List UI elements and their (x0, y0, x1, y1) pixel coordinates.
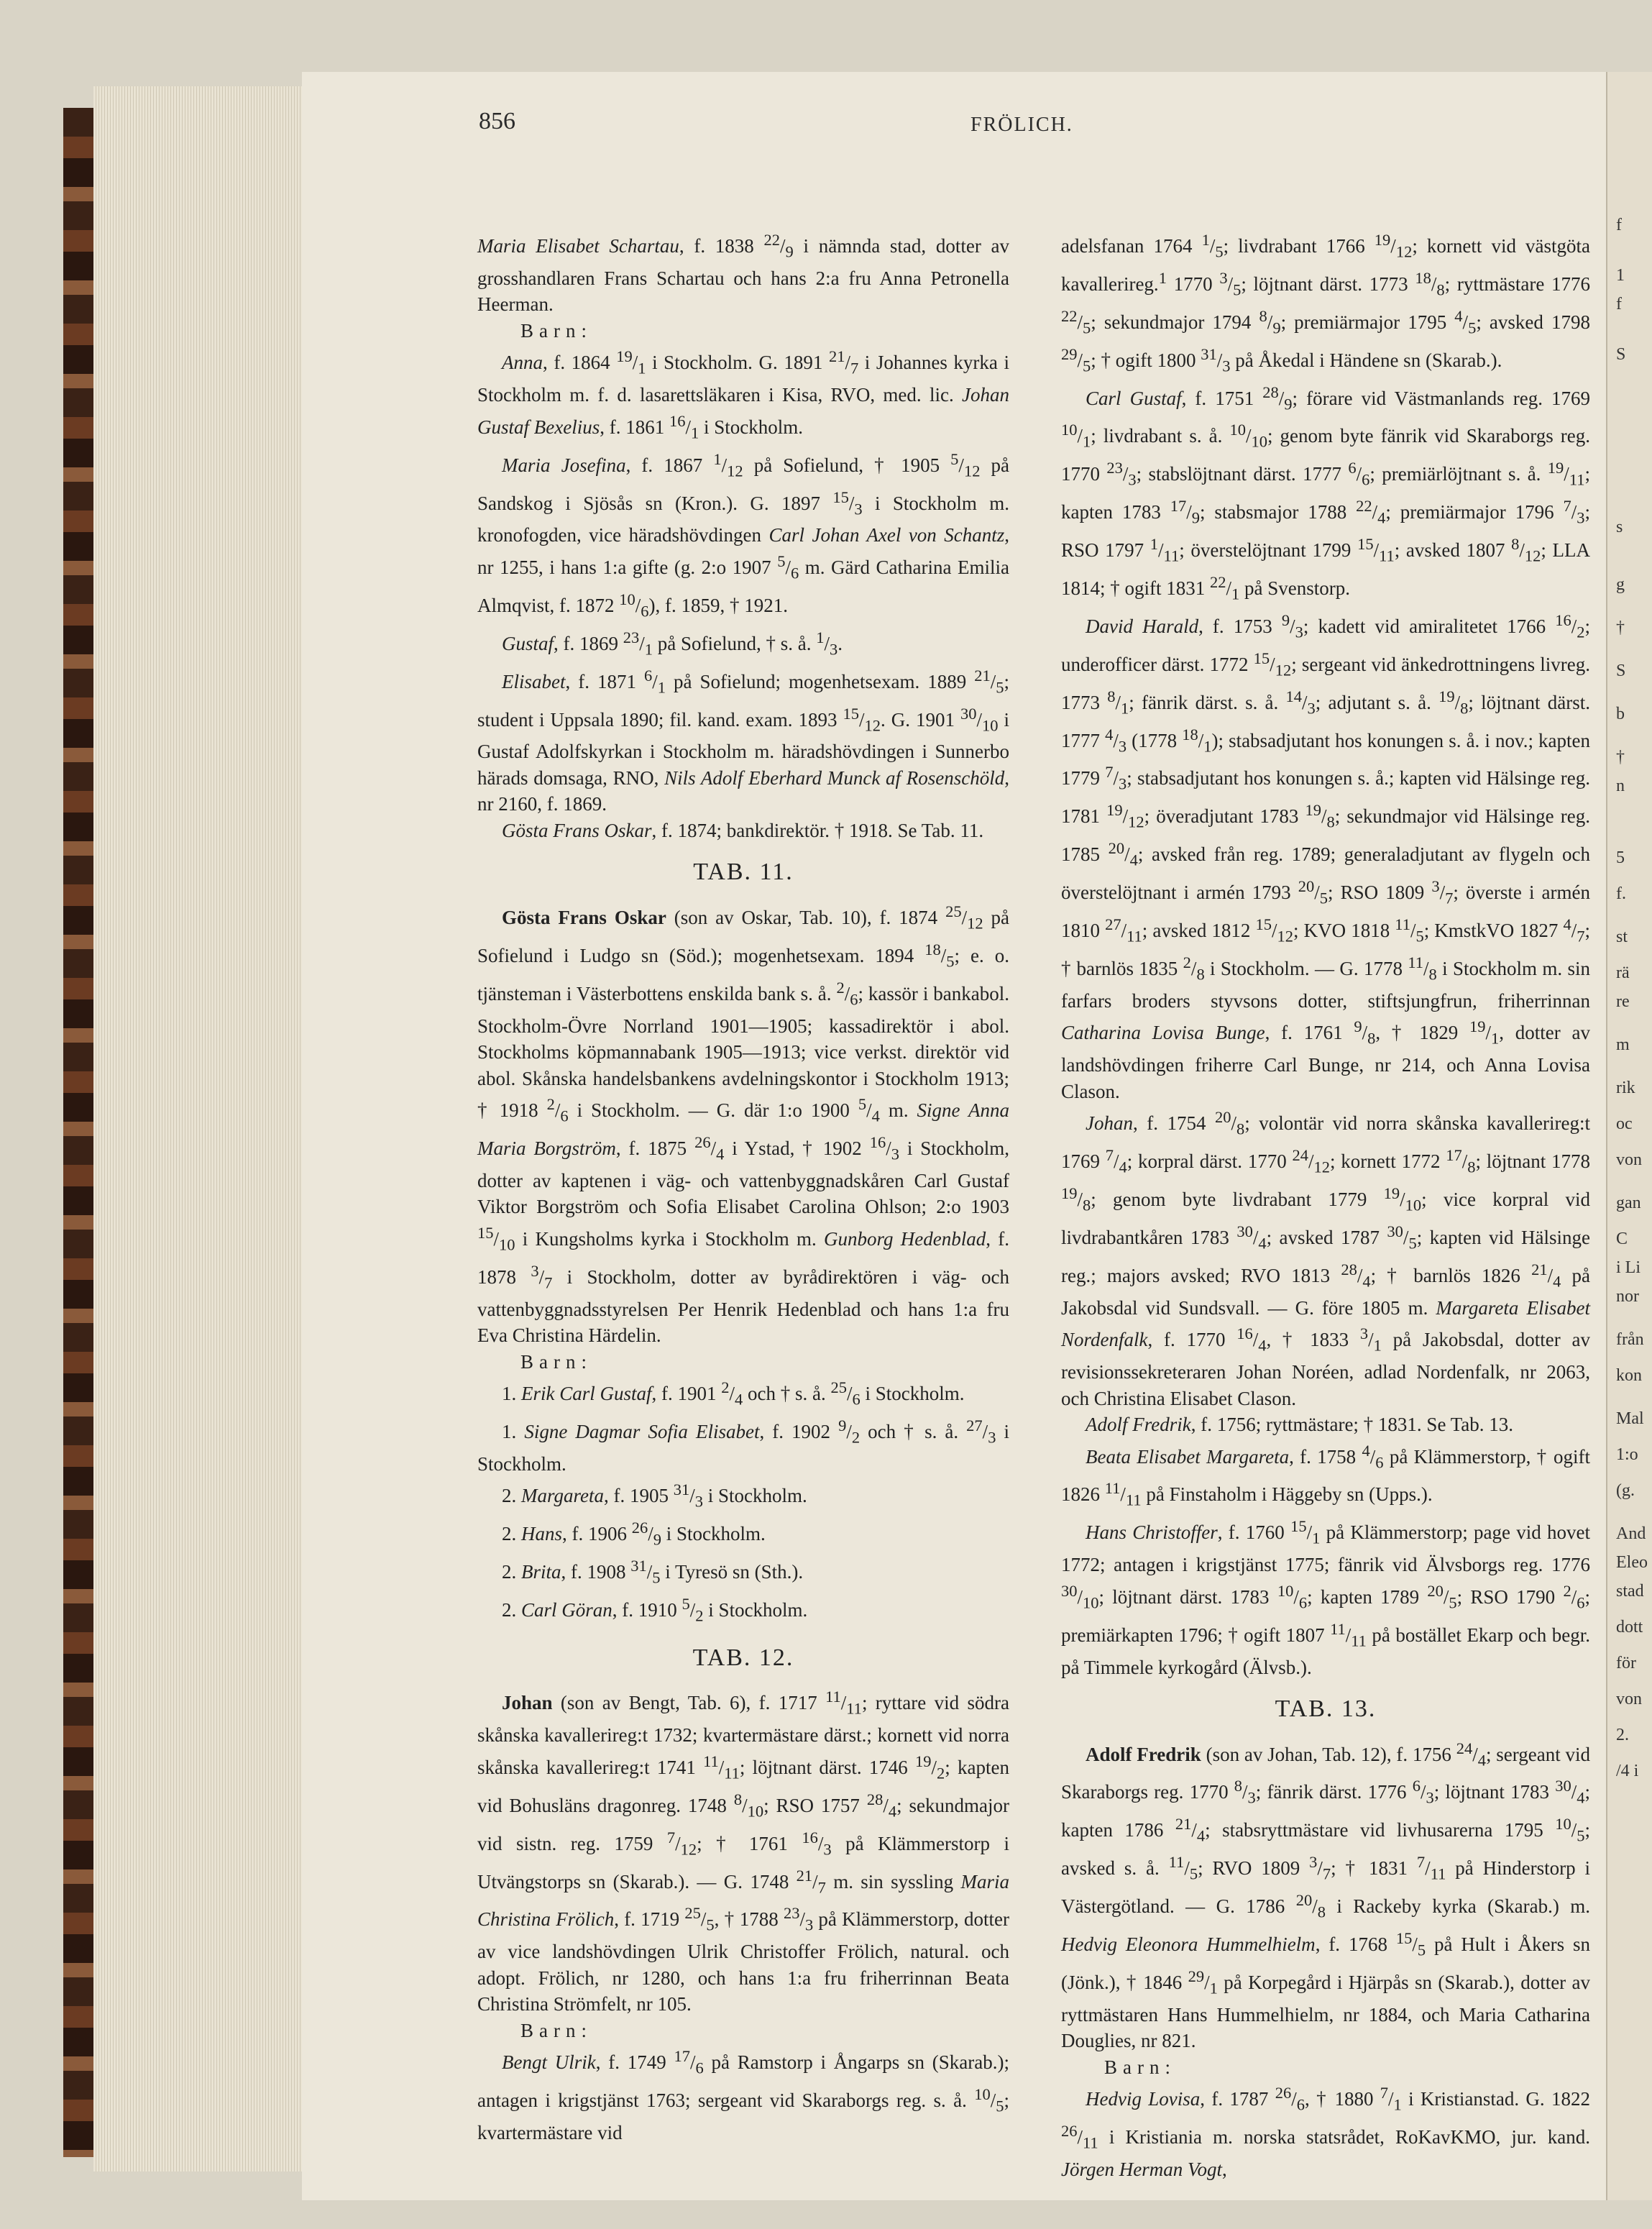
adjacent-page-fragment: f. (1616, 884, 1626, 903)
adjacent-page-fragment: gan (1616, 1194, 1641, 1212)
adjacent-page-fragment: Eleo (1616, 1553, 1648, 1572)
adjacent-page-fragment: b (1616, 705, 1625, 723)
section-heading: TAB. 12. (692, 1644, 794, 1671)
adjacent-page-fragment: 1 (1616, 266, 1625, 285)
section-heading: TAB. 13. (1275, 1695, 1377, 1722)
adjacent-page-fragment: s (1616, 518, 1623, 536)
page-number: 856 (479, 108, 515, 134)
right-column (1061, 227, 1590, 2183)
entry-paragraph: Elisabet, f. 1871 $^6/_1$ på Sofielund; mogenhetsexam. 1889 $^{21}/_5$; student i Uppsala 1890; fil. kand. exam. 1893 $^{15}/_{12}$. G. 1901 $^{30}/_{10}$ i Gustaf Adolfskyrkan i Stockholm m. häradshövdingen i Sunnerbo härads domsaga, RNO, Nils Adolf Eberhard Munck af Rosenschöld, nr 2160, f. 1869. (477, 666, 1009, 815)
entry-paragraph: David Harald, f. 1753 $^9/_3$; kadett vid amiralitetet 1766 $^{16}/_2$; underofficer därst. 1772 $^{15}/_{12}$; sergeant vid änkedrottningens livreg. 1773 $^8/_1$; fänrik därst. s. å. $^{14}/_3$; adjutant s. å. $^{19}/_8$; löjtnant därst. 1777 $^4/_3$ (1778 $^{18}/_1$); stabsadjutant hos konungen s. å. i nov.; kapten 1779 $^7/_3$; stabsadjutant hos konungen s. å.; kapten vid Hälsinge reg. 1781 $^{19}/_{12}$; överadjutant 1783 $^{19}/_8$; sekundmajor vid Hälsinge reg. 1785 $^{20}/_4$; avsked från reg. 1789; generaladjutant av flygeln och överstelöjtnant i armén 1793 $^{20}/_5$; RSO 1809 $^3/_7$; överste i armén 1810 $^{27}/_{11}$; avsked 1812 $^{15}/_{12}$; KVO 1818 $^{11}/_5$; KmstkVO 1827 $^4/_7$; † barnlös 1835 $^2/_8$ i Stockholm. — G. 1778 $^{11}/_8$ i Stockholm m. sin farfars broders styvsons dotter, stiftsjungfrun, friherrinnan Catharina Lovisa Bunge, f. 1761 $^9/_8$, † 1829 $^{19}/_1$, dotter av landshövdingen friherre Carl Bunge, nr 214, och Anna Lovisa Clason. (1061, 610, 1591, 1102)
entry-paragraph: Hans Christoffer, f. 1760 $^{15}/_1$ på Klämmerstorp; page vid hovet 1772; antagen i krigstjänst 1775; fänrik vid Älvsborgs reg. 1776 $^{30}/_{10}$; löjtnant därst. 1783 $^{10}/_6$; kapten 1789 $^{20}/_5$; RSO 1790 $^2/_6$; premiärkapten 1796; † ogift 1807 $^{11}/_{11}$ på bostället Ekarp och begr. på Timmele kyrkogård (Älvsb.). (1061, 1517, 1591, 1678)
entry-paragraph: Adolf Fredrik (son av Johan, Tab. 12), f. 1756 $^{24}/_4$; sergeant vid Skaraborgs reg. 1770 $^8/_3$; fänrik därst. 1776 $^6/_3$; löjtnant 1783 $^{30}/_4$; kapten 1786 $^{21}/_4$; stabsryttmästare vid livhusarerna 1795 $^{10}/_5$; avsked s. å. $^{11}/_5$; RVO 1809 $^3/_7$; † 1831 $^7/_{11}$ på Hinderstorp i Västergötland. — G. 1786 $^{20}/_8$ i Rackeby kyrka (Skarab.) m. Hedvig Eleonora Hummelhielm, f. 1768 $^{15}/_5$ på Hult i Åkers sn (Jönk.), † 1846 $^{29}/_1$ på Korpegård i Hjärpås sn (Skarab.), dotter av ryttmästaren Hans Hummelhielm, nr 1884, och Maria Catharina Douglies, nr 821. (1061, 1739, 1591, 2052)
adjacent-page-fragment: /4 i (1616, 1762, 1639, 1780)
entry-paragraph: Maria Elisabet Schartau, f. 1838 $^{22}/_9$ i nämnda stad, dotter av grosshandlaren Frans Schartau och hans 2:a fru Anna Petronella Heerman. (477, 231, 1010, 316)
adjacent-page-fragment: 2. (1616, 1726, 1629, 1744)
entry-paragraph: 2. Carl Göran, f. 1910 $^5/_2$ i Stockholm. (502, 1595, 808, 1625)
entry-paragraph: 2. Hans, f. 1906 $^{26}/_9$ i Stockholm. (502, 1519, 766, 1549)
adjacent-page-fragment: oc (1616, 1114, 1633, 1133)
children-label: Barn: (520, 1350, 592, 1373)
children-label: Barn: (520, 2019, 592, 2041)
adjacent-page-fragment: † (1616, 748, 1625, 766)
entry-paragraph: Adolf Fredrik, f. 1756; ryttmästare; † 1831. Se Tab. 13. (1086, 1414, 1514, 1436)
entry-paragraph: Beata Elisabet Margareta, f. 1758 $^4/_6$ på Klämmerstorp, † ogift 1826 $^{11}/_{11}$ på Finstaholm i Häggeby sn (Upps.). (1061, 1441, 1590, 1509)
adjacent-page-fragment: för (1616, 1654, 1636, 1672)
entry-paragraph: Johan (son av Bengt, Tab. 6), f. 1717 $^{11}/_{11}$; ryttare vid södra skånska kavallerireg:t 1732; kvartermästare därst.; kornett vid norra skånska kavallerireg:t 1741 $^{11}/_{11}$; löjtnant därst. 1746 $^{19}/_2$; kapten vid Bohusläns dragonreg. 1748 $^8/_{10}$; RSO 1757 $^{28}/_4$; sekundmajor vid sistn. reg. 1759 $^7/_{12}$; † 1761 $^{16}/_3$ på Klämmerstorp i Utvängstorps sn (Skarab.). — G. 1748 $^{21}/_7$ m. sin syssling Maria Christina Frölich, f. 1719 $^{25}/_5$, † 1788 $^{23}/_3$ på Klämmerstorp, dotter av vice landshövdingen Ulrik Christoffer Frölich, natural. och adopt. Frölich, nr 1280, och hans 1:a fru friherrinnan Beata Christina Strömfelt, nr 105. (477, 1688, 1009, 2015)
adjacent-page-fragment: 1:o (1616, 1445, 1638, 1464)
adjacent-page-fragment: f (1616, 216, 1622, 234)
adjacent-page-fragment: von (1616, 1690, 1642, 1708)
adjacent-page-fragment: st (1616, 928, 1628, 946)
adjacent-page-fragment: re (1616, 992, 1630, 1011)
adjacent-page-fragment: von (1616, 1150, 1642, 1169)
left-column (477, 227, 1009, 2146)
adjacent-page-fragment: S (1616, 662, 1626, 680)
entry-paragraph: adelsfanan 1764 $^1/_5$; livdrabant 1766 $^{19}/_{12}$; kornett vid västgöta kavallerireg.$^1$ 1770 $^3/_5$; löjtnant därst. 1773 $^{18}/_8$; ryttmästare 1776 $^{22}/_5$; sekundmajor 1794 $^8/_9$; premiärmajor 1795 $^4/_5$; avsked 1798 $^{29}/_5$; † ogift 1800 $^{31}/_3$ på Åkedal i Händene sn (Skarab.). (1061, 231, 1591, 375)
next-page-edge (1606, 72, 1652, 2200)
adjacent-page-fragment: m (1616, 1035, 1630, 1054)
adjacent-page-fragment: 5 (1616, 848, 1625, 867)
entry-paragraph: 2. Brita, f. 1908 $^{31}/_5$ i Tyresö sn (Sth.). (502, 1557, 804, 1587)
adjacent-page-fragment: And (1616, 1524, 1646, 1543)
adjacent-page-fragment: Mal (1616, 1409, 1644, 1428)
children-label: Barn: (520, 319, 592, 342)
entry-paragraph: 2. Margareta, f. 1905 $^{31}/_3$ i Stockholm. (502, 1480, 807, 1511)
entry-paragraph: Johan, f. 1754 $^{20}/_8$; volontär vid norra skånska kavallerireg:t 1769 $^7/_4$; korpral därst. 1770 $^{24}/_{12}$; kornett 1772 $^{17}/_8$; löjtnant 1778 $^{19}/_8$; genom byte livdrabant 1779 $^{19}/_{10}$; vice korpral vid livdrabantkåren 1783 $^{30}/_4$; avsked 1787 $^{30}/_5$; kapten vid Hälsinge reg.; majors avsked; RVO 1813 $^{28}/_4$; † barnlös 1826 $^{21}/_4$ på Jakobsdal vid Sundsvall. — G. före 1805 m. Margareta Elisabet Nordenfalk, f. 1770 $^{16}/_4$, † 1833 $^3/_1$ på Jakobsdal, dotter av revisionssekreteraren Johan Noréen, adlad Nordenfalk, nr 2063, och Christina Elisabet Clason. (1061, 1108, 1591, 1409)
entry-paragraph: Gustaf, f. 1869 $^{23}/_1$ på Sofielund, † s. å. $^1/_3$. (502, 628, 843, 659)
adjacent-page-fragment: dott (1616, 1618, 1643, 1637)
entry-paragraph: Gösta Frans Oskar (son av Oskar, Tab. 10), f. 1874 $^{25}/_{12}$ på Sofielund i Ludgo sn (Söd.); mogenhetsexam. 1894 $^{18}/_5$; e. o. tjänsteman i Västerbottens enskilda bank s. å. $^2/_6$; kassör i bankabol. Stockholm-Övre Norrland 1901—1905; kassadirektör i abol. Stockholms köpmannabank 1905—1913; vice verkst. direktör vid abol. Skånska handelsbankens avdelningskontor i Stockholm 1913; † 1918 $^2/_6$ i Stockholm. — G. där 1:o 1900 $^5/_4$ m. Signe Anna Maria Borgström, f. 1875 $^{26}/_4$ i Ystad, † 1902 $^{16}/_3$ i Stockholm, dotter av kaptenen i väg- och vattenbyggnadskåren Carl Gustaf Viktor Borgström och Sofia Elisabet Carolina Ohlson; 2:o 1903 $^{15}/_{10}$ i Kungsholms kyrka i Stockholm m. Gunborg Hedenblad, f. 1878 $^3/_7$ i Stockholm, dotter av byrådirektören i väg- och vattenbyggnadsstyrelsen Per Henrik Hedenblad och hans 1:a fru Eva Christina Härdelin. (477, 902, 1010, 1347)
adjacent-page-fragment: rä (1616, 964, 1630, 982)
entry-paragraph: Carl Gustaf, f. 1751 $^{28}/_9$; förare vid Västmanlands reg. 1769 $^{10}/_1$; livdrabant s. å. $^{10}/_{10}$; genom byte fänrik vid Skaraborgs reg. 1770 $^{23}/_3$; stabslöjtnant därst. 1777 $^6/_6$; premiärlöjtnant s. å. $^{19}/_{11}$; kapten 1783 $^{17}/_9$; stabsmajor 1788 $^{22}/_4$; premiärmajor 1796 $^7/_3$; RSO 1797 $^1/_{11}$; överstelöjtnant 1799 $^{15}/_{11}$; avsked 1807 $^8/_{12}$; LLA 1814; † ogift 1831 $^{22}/_1$ på Svenstorp. (1061, 383, 1591, 603)
adjacent-page-fragment: g (1616, 575, 1625, 594)
running-head: FRÖLICH. (970, 114, 1073, 136)
page-stack-edges (93, 86, 309, 2171)
section-heading: TAB. 11. (693, 859, 794, 886)
adjacent-page-fragment: kon (1616, 1366, 1642, 1385)
adjacent-page-fragment: rik (1616, 1079, 1635, 1097)
entry-paragraph: 1. Signe Dagmar Sofia Elisabet, f. 1902 $^9/_2$ och † s. å. $^{27}/_3$ i Stockholm. (477, 1416, 1009, 1475)
adjacent-page-fragment: nor (1616, 1287, 1639, 1306)
entry-paragraph: Bengt Ulrik, f. 1749 $^{17}/_6$ på Ramstorp i Ångarps sn (Skarab.); antagen i krigstjänst 1763; sergeant vid Skaraborgs reg. s. å. $^{10}/_5$; kvartermästare vid (477, 2047, 1009, 2144)
adjacent-page-fragment: (g. (1616, 1481, 1635, 1500)
entry-paragraph: Hedvig Lovisa, f. 1787 $^{26}/_6$, † 1880 $^7/_1$ i Kristianstad. G. 1822 $^{26}/_{11}$ i Kristiania m. norska statsrådet, RoKavKMO, jur. kand. Jörgen Herman Vogt, (1061, 2084, 1590, 2181)
adjacent-page-fragment: stad (1616, 1582, 1644, 1601)
entry-paragraph: Gösta Frans Oskar, f. 1874; bankdirektör. † 1918. Se Tab. 11. (502, 819, 984, 841)
adjacent-page-fragment: S (1616, 345, 1626, 364)
entry-paragraph: 1. Erik Carl Gustaf, f. 1901 $^2/_4$ och † s. å. $^{25}/_6$ i Stockholm. (502, 1378, 965, 1409)
adjacent-page-fragment: † (1616, 618, 1625, 637)
adjacent-page-fragment: C (1616, 1230, 1628, 1248)
adjacent-page-fragment: n (1616, 777, 1625, 795)
adjacent-page-fragment: från (1616, 1330, 1644, 1349)
adjacent-page-fragment: f (1616, 295, 1622, 313)
children-label: Barn: (1104, 2056, 1176, 2078)
entry-paragraph: Maria Josefina, f. 1867 $^1/_{12}$ på Sofielund, † 1905 $^5/_{12}$ på Sandskog i Sjösås sn (Kron.). G. 1897 $^{15}/_3$ i Stockholm m. kronofogden, vice häradshövdingen Carl Johan Axel von Schantz, nr 1255, i hans 1:a gifte (g. 2:o 1907 $^5/_6$ m. Gärd Catharina Emilia Almqvist, f. 1872 $^{10}/_6$), f. 1859, † 1921. (477, 449, 1010, 621)
adjacent-page-fragment: i Li (1616, 1258, 1640, 1277)
entry-paragraph: Anna, f. 1864 $^{19}/_1$ i Stockholm. G. 1891 $^{21}/_7$ i Johannes kyrka i Stockholm m. f. d. lasarettsläkaren i Kisa, RVO, med. lic. Johan Gustaf Bexelius, f. 1861 $^{16}/_1$ i Stockholm. (477, 347, 1009, 442)
